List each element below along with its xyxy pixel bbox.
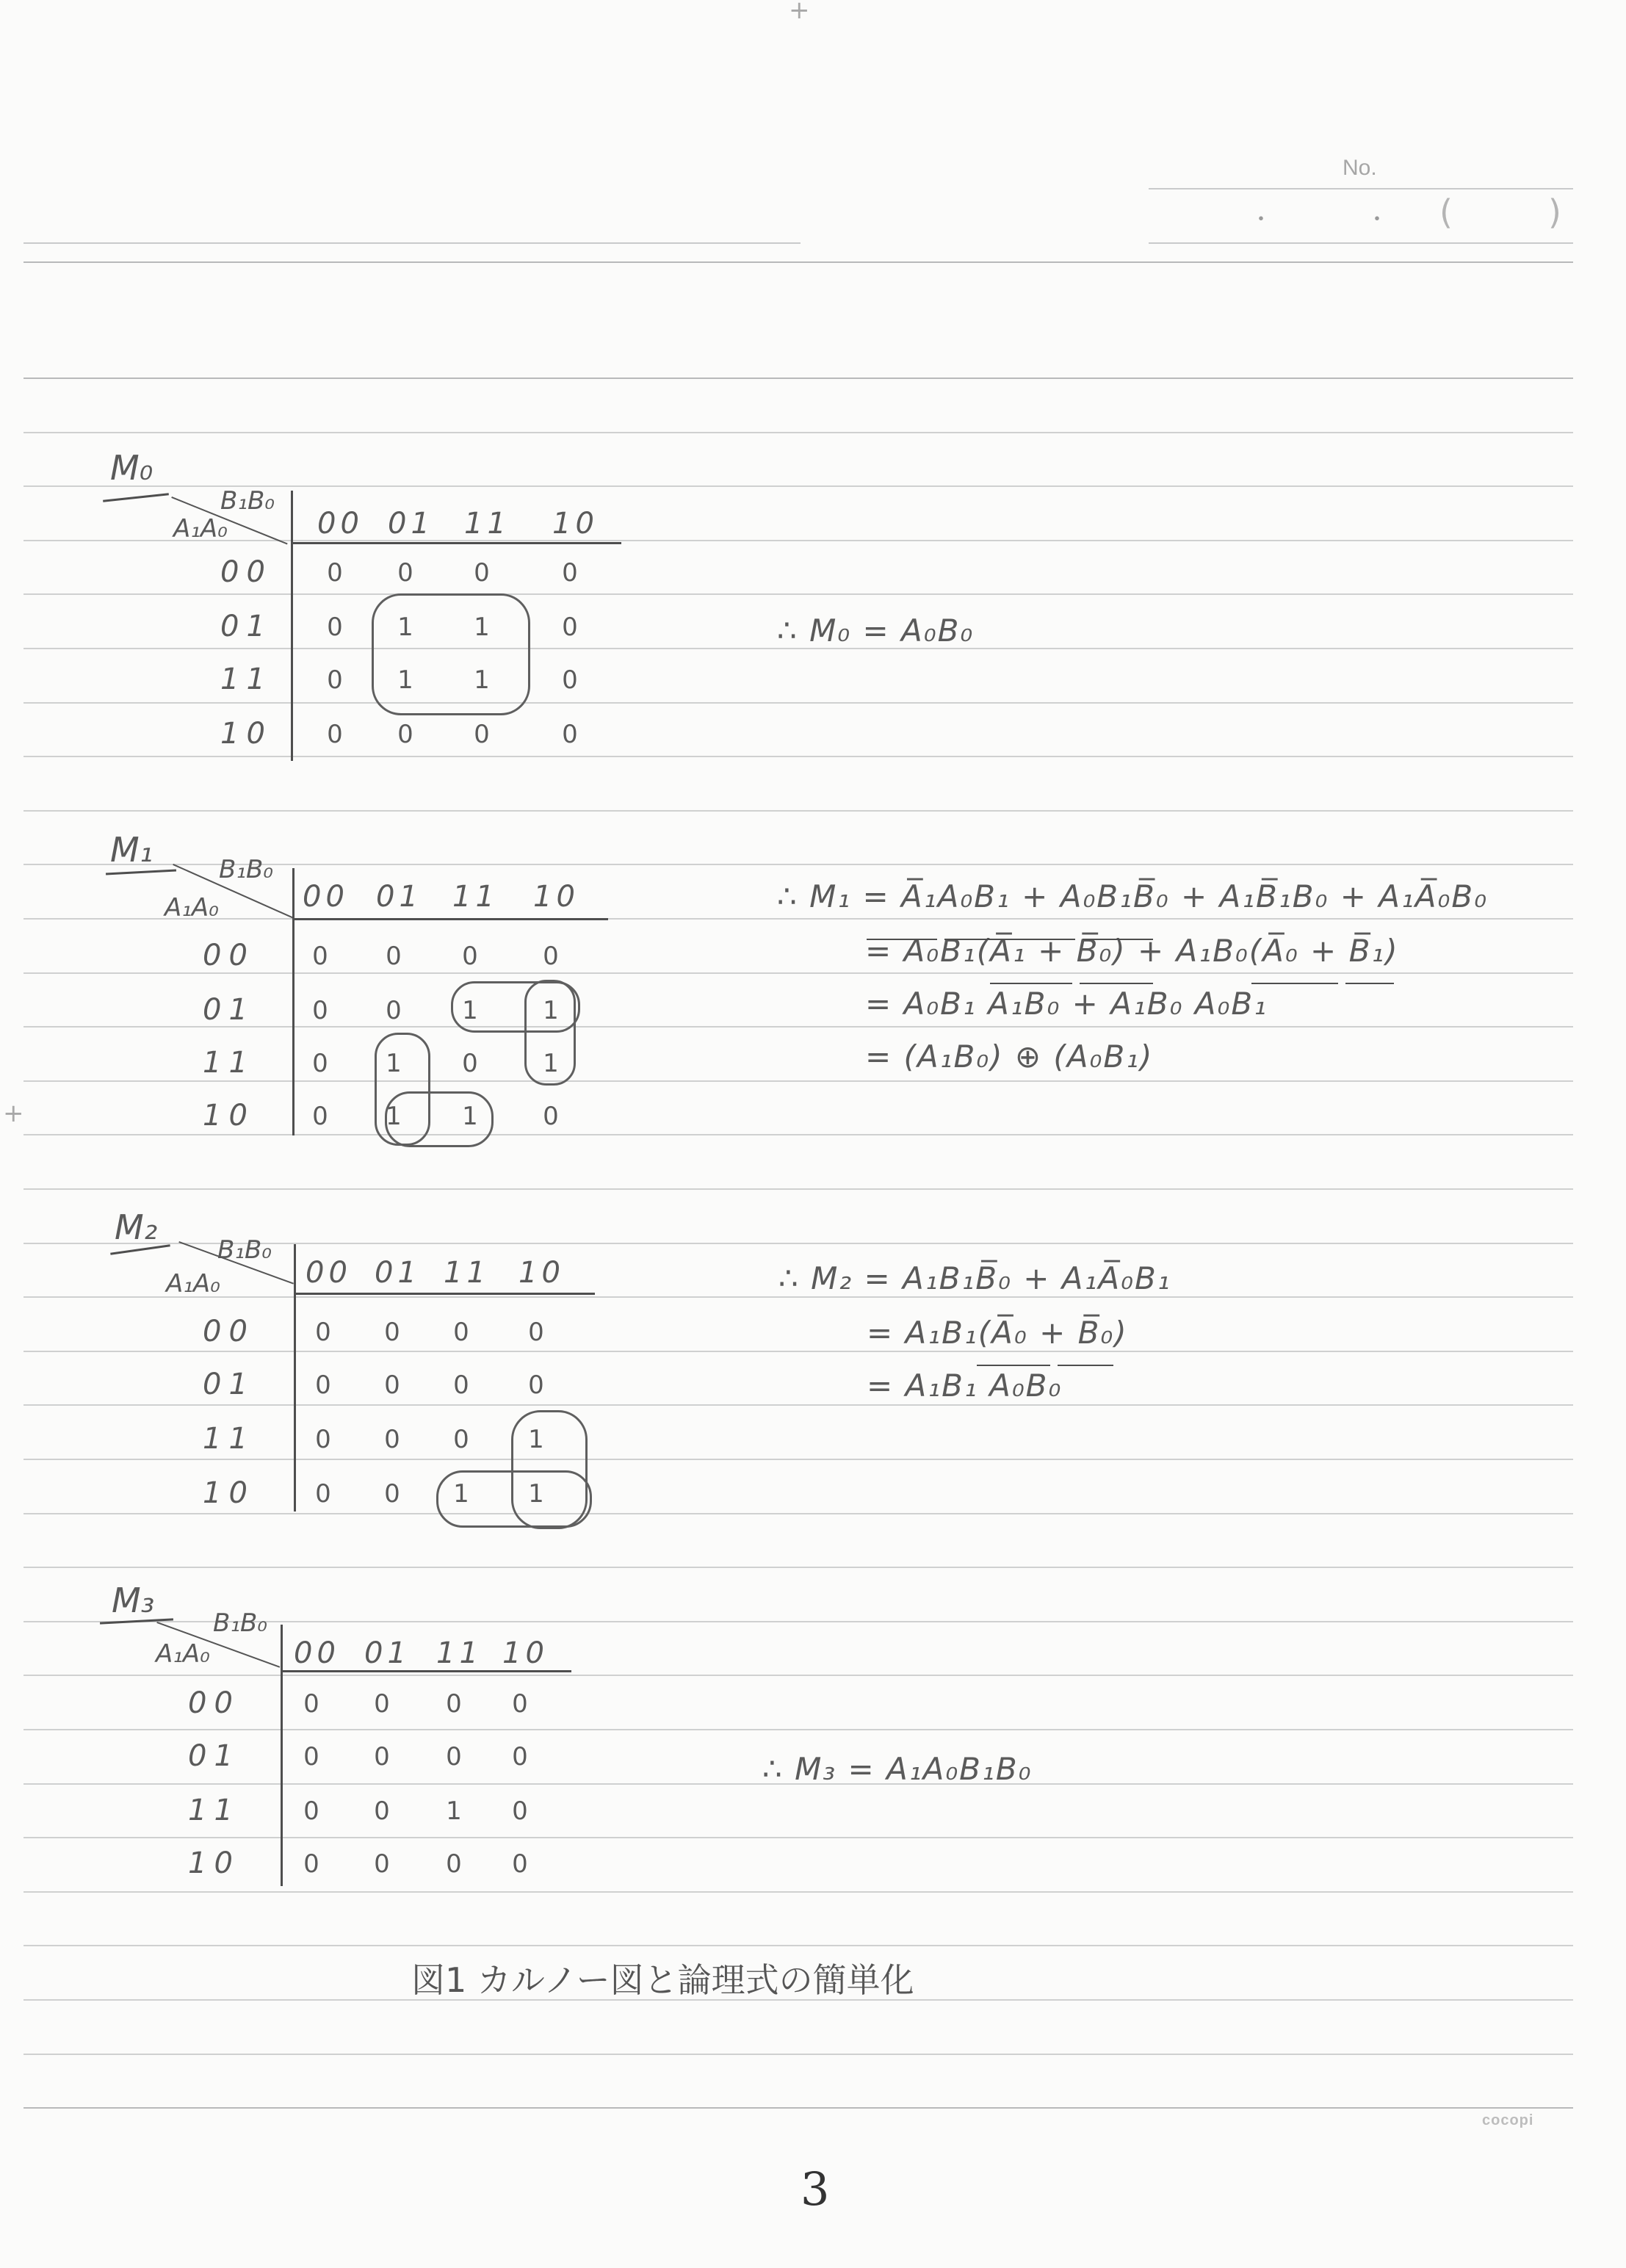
kmap-cell: 0 [453,1425,469,1454]
kmap-cell: 0 [374,1796,390,1826]
kmap-cell: 1 [386,1102,402,1131]
kmap-cell: 0 [512,1849,528,1879]
column-code: 00 [294,1636,340,1670]
kmap-cell: 1 [474,665,490,695]
kmap-cell: 0 [528,1318,544,1347]
kmap-cell: 0 [327,558,343,588]
number-label: No. [1343,156,1377,180]
row-code: 10 [220,717,272,751]
ruled-line [24,756,1573,757]
ruled-line [24,1459,1573,1460]
kmap-cell: 1 [528,1425,544,1454]
negation-overbar [1080,983,1153,984]
kmap-cell: 0 [386,942,402,971]
equation-line: = A₀B₁(A̅₁ + B̅₀) + A₁B₀(A̅₀ + B̅₁) [865,933,1399,969]
kmap-cell: 0 [312,1049,328,1078]
column-code: 10 [552,507,599,541]
kmap-cell: 0 [453,1370,469,1400]
kmap-cell: 0 [474,720,490,749]
row-divider [292,868,295,1135]
equation-line: ∴ M₃ = A₁A₀B₁B₀ [762,1751,1033,1787]
ruled-line [24,1945,1573,1946]
kmap-cell: 0 [315,1425,331,1454]
registration-mark-top: + [789,0,810,25]
kmap-cell: 0 [312,1102,328,1131]
kmap-cell: 0 [374,1689,390,1719]
kmap-cell: 1 [386,1049,402,1078]
ruled-line [24,972,1573,974]
kmap-cell: 0 [397,720,413,749]
equation-line: = A₁B₁ A₀B₀ [867,1368,1063,1404]
row-code: 01 [220,610,272,643]
notebook-logo: cocopi [1482,2112,1534,2128]
kmap-cell: 0 [303,1742,319,1772]
kmap-cell: 0 [562,720,578,749]
row-code: 00 [203,1315,255,1348]
row-code: 01 [203,1368,255,1401]
equation-line: = (A₁B₀) ⊕ (A₀B₁) [865,1039,1154,1075]
ruled-line [24,593,1573,595]
row-variable-label: A₁A₀ [165,893,219,922]
kmap-cell: 0 [384,1370,400,1400]
ruled-line [24,1026,1573,1028]
column-variable-label: B₁B₀ [217,1235,272,1265]
kmap-cell: 0 [303,1689,319,1719]
row-code: 11 [203,1422,255,1456]
ruled-line [24,1080,1573,1082]
kmap-cell: 0 [327,665,343,695]
column-code: 11 [444,1256,490,1290]
ruled-line [24,1134,1573,1135]
kmap-cell: 1 [462,996,478,1025]
row-variable-label: A₁A₀ [156,1639,210,1669]
kmap-cell: 0 [315,1318,331,1347]
equation-line: = A₀B₁ A₁B₀ + A₁B₀ A₀B₁ [865,986,1268,1022]
row-variable-label: A₁A₀ [166,1269,220,1299]
column-divider [291,542,621,544]
ruled-line [24,432,1573,433]
title-line [24,242,801,244]
kmap-cell: 0 [312,942,328,971]
row-code: 11 [203,1046,255,1080]
column-code: 01 [376,880,422,914]
ruled-line [24,1351,1573,1352]
kmap-title: M₀ [110,448,153,488]
date-dot-2: ・ [1366,207,1388,233]
kmap-cell: 0 [562,613,578,642]
equation-line: = A₁B₁(A̅₀ + B̅₀) [867,1315,1128,1351]
kmap-cell: 1 [462,1102,478,1131]
column-divider [281,1670,571,1672]
kmap-cell: 0 [446,1689,462,1719]
kmap-cell: 0 [562,558,578,588]
kmap-cell: 0 [312,996,328,1025]
column-code: 10 [518,1256,565,1290]
number-line [1149,188,1573,189]
kmap-cell: 0 [512,1689,528,1719]
row-code: 01 [188,1739,240,1773]
row-code: 00 [220,555,272,589]
kmap-title: M₃ [112,1581,155,1620]
ruled-line [24,1729,1573,1730]
kmap-cell: 0 [303,1849,319,1879]
negation-overbar [1251,983,1338,984]
kmap-cell: 1 [543,1049,559,1078]
row-code: 01 [203,993,255,1027]
column-code: 11 [464,507,510,541]
kmap-cell: 1 [453,1479,469,1509]
ruled-line [24,810,1573,812]
row-code: 00 [203,939,255,972]
kmap-cell: 0 [453,1318,469,1347]
kmap-cell: 0 [374,1742,390,1772]
row-code: 10 [203,1099,255,1133]
kmap-cell: 0 [474,558,490,588]
row-divider [294,1244,296,1512]
date-paren-close: ) [1548,192,1561,232]
column-code: 10 [502,1636,549,1670]
column-code: 01 [388,507,434,541]
registration-mark-left: + [3,1099,24,1128]
kmap-cell: 0 [446,1742,462,1772]
column-code: 00 [317,507,364,541]
column-code: 11 [452,880,499,914]
column-code: 11 [436,1636,483,1670]
row-code: 11 [220,662,272,696]
ruled-line [24,1296,1573,1298]
ruled-line [24,1567,1573,1568]
row-variable-label: A₁A₀ [173,514,228,543]
date-dot-1: ・ [1250,207,1272,233]
kmap-cell: 0 [384,1479,400,1509]
column-variable-label: B₁B₀ [220,486,275,516]
negation-overbar [1058,1365,1113,1366]
kmap-cell: 0 [384,1425,400,1454]
kmap-cell: 0 [374,1849,390,1879]
equation-line: ∴ M₀ = A₀B₀ [777,613,975,649]
kmap-title: M₁ [110,830,153,870]
kmap-cell: 1 [446,1796,462,1826]
column-divider [292,918,608,920]
row-code: 10 [188,1846,240,1880]
header-rule [24,261,1573,263]
kmap-cell: 0 [543,942,559,971]
kmap-cell: 0 [327,720,343,749]
kmap-cell: 0 [512,1742,528,1772]
column-code: 01 [364,1636,411,1670]
kmap-cell: 1 [528,1479,544,1509]
negation-overbar [1019,939,1075,940]
kmap-cell: 1 [474,613,490,642]
ruled-line [24,1513,1573,1514]
row-divider [281,1625,283,1886]
kmap-cell: 0 [327,613,343,642]
page-number: 3 [801,2162,830,2216]
title-underline [103,493,169,502]
ruled-line [24,2107,1573,2109]
equation-line: ∴ M₁ = A̅₁A₀B₁ + A₀B₁B̅₀ + A₁B̅₁B₀ + A₁A̅₀B₀ [777,878,1489,914]
ruled-line [24,378,1573,379]
negation-overbar [977,1365,1050,1366]
column-variable-label: B₁B₀ [219,855,273,884]
group-loop [372,593,530,715]
date-line [1149,242,1573,244]
kmap-cell: 0 [303,1796,319,1826]
column-code: 00 [306,1256,352,1290]
ruled-line [24,2054,1573,2055]
row-code: 00 [188,1686,240,1720]
kmap-cell: 0 [315,1370,331,1400]
ruled-line [24,540,1573,541]
ruled-line [24,1837,1573,1838]
row-code: 11 [188,1794,240,1827]
kmap-cell: 0 [397,558,413,588]
kmap-cell: 1 [543,996,559,1025]
kmap-cell: 0 [512,1796,528,1826]
kmap-cell: 1 [397,665,413,695]
ruled-line [24,918,1573,920]
row-divider [291,491,293,761]
ruled-line [24,702,1573,704]
equation-line: ∴ M₂ = A₁B₁B̅₀ + A₁A̅₀B₁ [778,1260,1171,1296]
ruled-line [24,1404,1573,1406]
kmap-title: M₂ [115,1207,158,1247]
kmap-cell: 0 [315,1479,331,1509]
ruled-line [24,1188,1573,1190]
kmap-cell: 0 [446,1849,462,1879]
negation-overbar [990,983,1072,984]
kmap-cell: 0 [562,665,578,695]
kmap-cell: 0 [462,942,478,971]
kmap-cell: 0 [384,1318,400,1347]
column-code: 10 [533,880,579,914]
kmap-cell: 0 [462,1049,478,1078]
kmap-cell: 0 [386,996,402,1025]
negation-overbar [1345,983,1394,984]
figure-caption: 図1 カルノー図と論理式の簡単化 [411,1960,914,2000]
row-code: 10 [203,1476,255,1510]
kmap-cell: 0 [528,1370,544,1400]
negation-overbar [1083,939,1153,940]
date-paren-open: ( [1439,192,1453,232]
title-underline [106,869,176,875]
kmap-cell: 1 [397,613,413,642]
ruled-line [24,1675,1573,1676]
column-code: 00 [303,880,349,914]
kmap-cell: 0 [543,1102,559,1131]
negation-overbar [867,939,937,940]
column-code: 01 [375,1256,421,1290]
ruled-line [24,1891,1573,1893]
column-divider [294,1293,595,1295]
column-variable-label: B₁B₀ [213,1608,267,1638]
